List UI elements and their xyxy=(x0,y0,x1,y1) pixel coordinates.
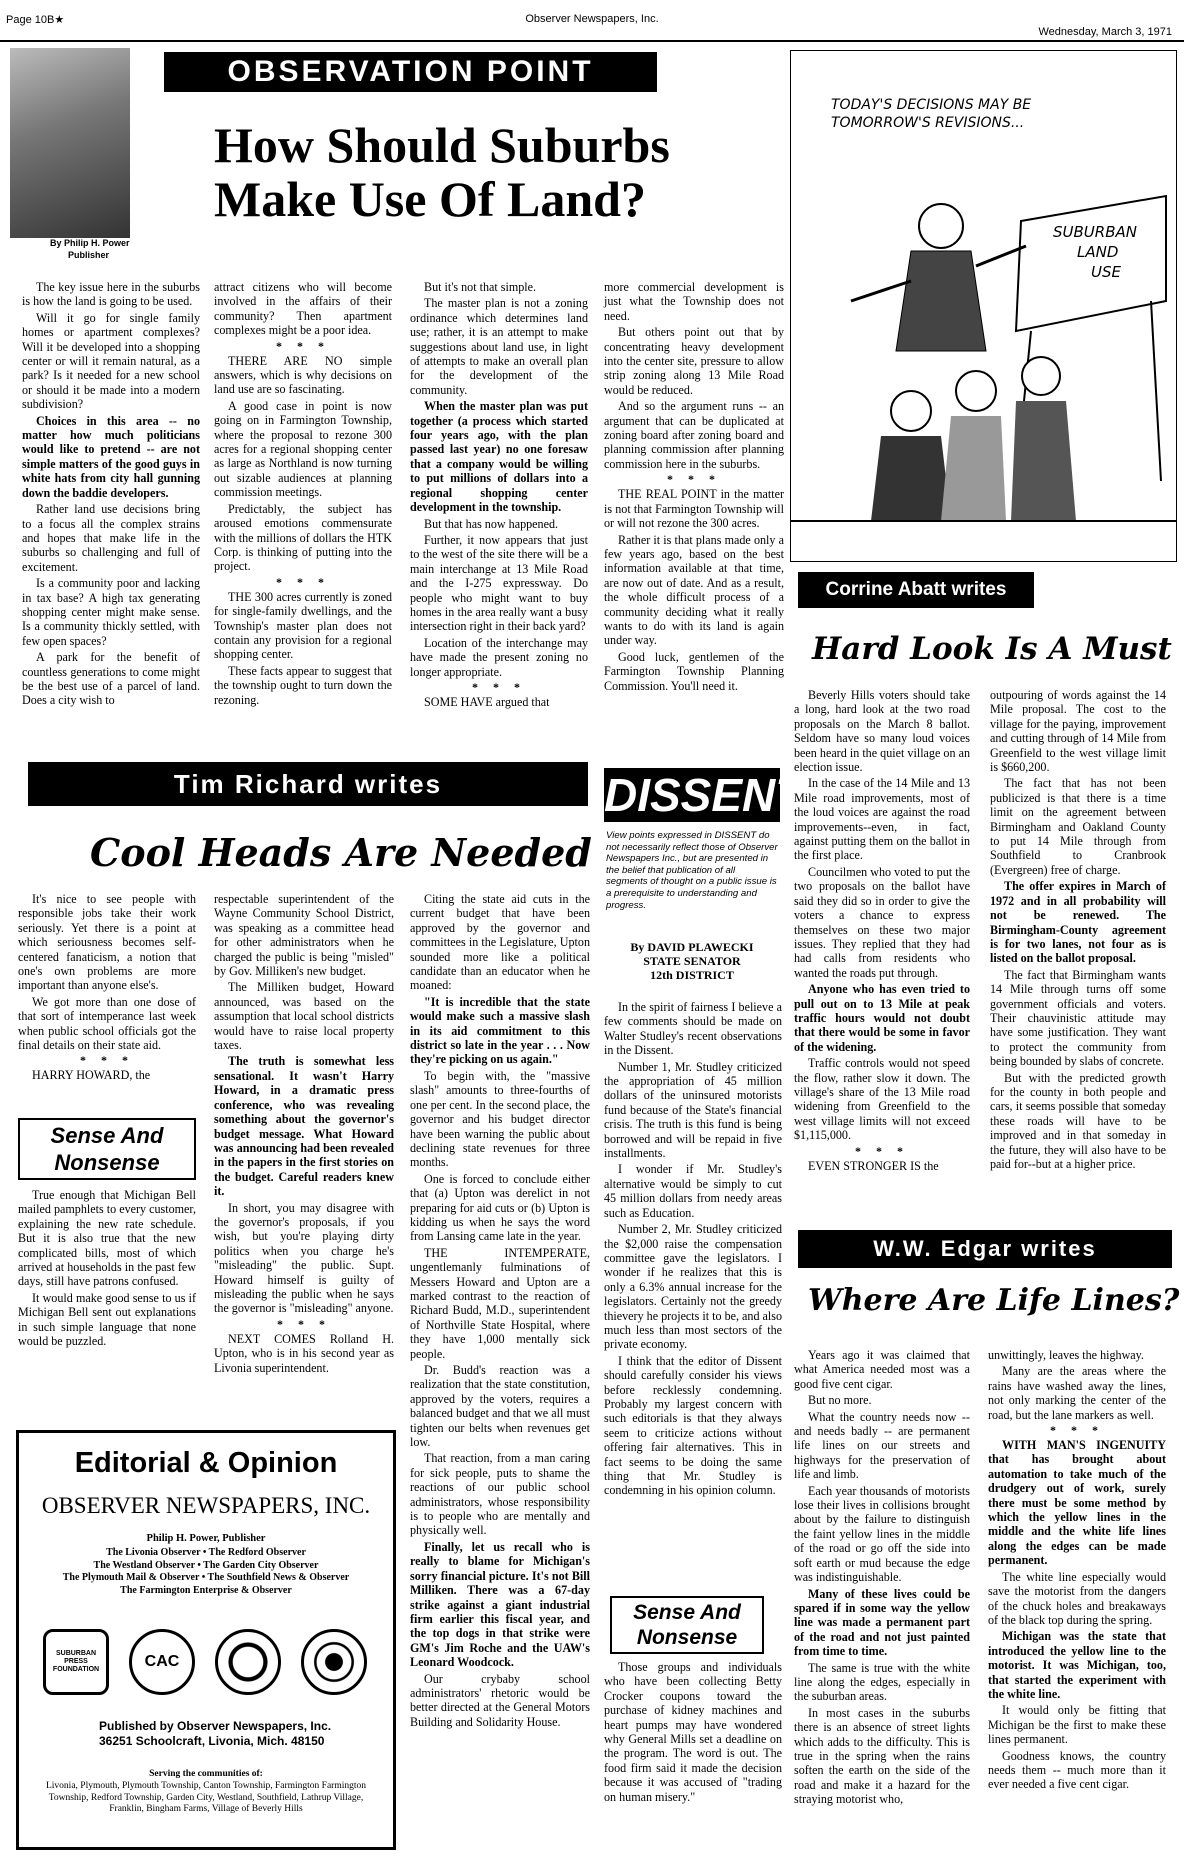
observation-point-banner: OBSERVATION POINT xyxy=(164,52,657,92)
sense-col-2: Those groups and individuals who have been collecting Betty Crocker coupons toward the purchase of kidney machines and heart pumps may have wondered why General Mills set a deadline on the program. The word is out. The food firm said it made the decision because it was accused of "trading on human misery." xyxy=(604,1660,786,1804)
observation-col-3: But it's not that simple. The master plan is not a zoning ordinance which determines land use; rather, it is an attempt to make suggestions about land use, in light of attempts to make an overall plan for the development of the community. When the master plan was put together (a process which started four years ago, with the plan passed last year) no one foresaw that a company would be willing to put millions of dollars into a regional shopping center development in the township. But that has now happened. Further, it now appears that just to the west of the site there will be a main interchange at 13 Mile Road and the I-275 expressway. Do people who might want to buy homes in the area really want a busy intersection right in their back yard? Location of the interchange may have made the present zoning no longer appropriate. * * * SOME HAVE argued that xyxy=(410,280,592,709)
observation-col-4: more commercial development is just what the Township does not need. But others point out that by concentrating heavy development into the center site, pressure to allow strip zoning along 13 Mile Road would be reduced. And so the argument runs -- an argument that can be duplicated at zoning board after zoning board and planning commission after planning commission here in the suburbs. * * * THE REAL POINT in the matter is not that Farmington Township will or will not rezone the 300 acres. Rather it is that plans made only a few years ago, based on the best information available at that time, are now out of date. And as a result, the whole difficult process of a community deciding what it really wants to do with its land is again under way. Good luck, gentlemen of the Farmington Township Planning Commission. You'll need it. xyxy=(604,280,788,693)
cartoon-sign-2: LAND xyxy=(1077,243,1119,261)
corrine-col-1: Beverly Hills voters should take a long, hard look at the two road proposals on the March 8 ballot. Seldom have so many loud voices been heard in the quiet village on an election issue. In the case of the 14 Mile and 13 Mile road improvements, most of the loud voices are against the road improvements--even, in fact, against putting them on the ballot in the first place. Councilmen who voted to put the two proposals on the ballot have said they did so in order to give the voters a chance to express themselves on these two major issues. They replied that they had had calls from residents who wanted the roads put through. Anyone who has even tried to pull out on to 13 Mile at peak traffic hours would not doubt that there would be some in favor of the widening. Traffic controls would not speed the flow, rather slow it down. The village's share of the 13 Mile road widening from Greenfield to the west village limits will not exceed $1,115,000. * * * EVEN STRONGER IS the xyxy=(794,688,974,1173)
masthead-title: Editorial & Opinion xyxy=(74,1447,338,1479)
nonsense-title-2: Nonsense xyxy=(636,1626,738,1649)
dissent-banner: DISSENT xyxy=(604,769,804,821)
corrine-banner: Corrine Abatt writes xyxy=(798,572,1034,608)
sense-nonsense-box-2 xyxy=(610,1596,764,1654)
observation-col-2: attract citizens who will become involved in the affairs of their community? Then apartment complexes might be a poor idea. * * * THERE ARE NO simple answers, which is why decisions on land use are so fascinating. A good case in point is now going on in Farmington Township, where the proposal to rezone 300 acres for a regional shopping center as large as Northland is now turning out sizable audiences at planning commission meetings. Predictably, the subject has aroused emotions commensurate with the millions of dollars the HTK Corp. is thinking of putting into the project. * * * THE 300 acres currently is zoned for single-family dwellings, and the Township's master plan does not contain any provision for a regional shopping center. These facts appear to suggest that the township ought to turn down the rezoning. xyxy=(214,280,396,707)
sense-title-1: Sense And xyxy=(50,1123,164,1148)
observation-headline-2: Make Use Of Land? xyxy=(214,171,646,227)
cartoon-caption-2: TOMORROW'S REVISIONS... xyxy=(831,115,1025,131)
dissent-byline-2: STATE SENATOR xyxy=(643,954,741,968)
byline-role: Publisher xyxy=(68,250,110,260)
cartoon-caption-1: TODAY'S DECISIONS MAY BE xyxy=(831,97,1032,113)
observation-headline-1: How Should Suburbs xyxy=(214,117,670,173)
masthead-papers xyxy=(19,1547,393,1597)
dissent-col: In the spirit of fairness I believe a few comments should be made on Walter Studley's recent observations in the Dissent. Number 1, Mr. Studley criticized the appropriation of 45 million dollars of the uninsured motorists fund because of the State's financial crisis. The truth is this fund is being borrowed and will be repaid in five installments. I wonder if Mr. Studley's alternative would be simply to cut 45 million dollars from needy areas such as Education. Number 2, Mr. Studley criticized the $2,000 raise the compensation committee gave the legislators. I wonder if he realizes that this is only a 6.3% annual increase for the legislators. Certainly not the greedy thievery he projects it to be, and also much less than most sectors of the private economy. I think that the editor of Dissent should carefully consider his views before recklessly condemning. Probably my largest concern with such editorials is that they always seem to criticize actions without offering fair alternatives. This in fact seems to be doing the same thing that Mr. Studley is condemning in his opinion column. xyxy=(604,1000,786,1498)
cartoon-drawing xyxy=(791,51,1176,561)
sense-title-2: Sense And xyxy=(633,1601,741,1624)
issue-date: Wednesday, March 3, 1971 xyxy=(1038,26,1172,38)
masthead-box xyxy=(16,1430,396,1850)
publisher-header: Observer Newspapers, Inc. xyxy=(525,13,659,25)
byline-name: By Philip H. Power xyxy=(50,238,130,248)
tim-banner: Tim Richard writes xyxy=(28,762,588,806)
seal-suburban-press xyxy=(43,1629,109,1695)
dissent-byline-3: 12th DISTRICT xyxy=(650,968,734,982)
tim-headline: Cool Heads Are Needed xyxy=(90,830,592,875)
masthead-published-by: Published by Observer Newspapers, Inc. xyxy=(99,1719,332,1733)
dissent-byline-1: By DAVID PLAWECKI xyxy=(630,940,754,954)
cartoon-sign-3: USE xyxy=(1091,263,1121,281)
cartoon-sign-1: SUBURBAN xyxy=(1053,223,1137,241)
edgar-banner: W.W. Edgar writes xyxy=(798,1230,1172,1268)
observation-col-1: The key issue here in the suburbs is how the land is going to be used. Will it go for single family homes or apartment complexes? Will it be developed into a shopping center or will it remain natural, as a park? Is it needed for a new school or should it be made into a modern subdivision? Choices in this area -- no matter how much politicians would like to pretend -- are not simple matters of the good guys in white hats from city hall gunning down the baddie developers. Rather land use decisions bring to a focus all the complex strains and hopes that make life in the suburbs so challenging and full of excitement. Is a community poor and lacking in tax base? A high tax generating shopping center might make sense. Is a community thickly settled, with few open spaces? A park for the benefit of countless generations to come might be the best use of a parcel of land. Does a city wish to xyxy=(22,280,204,708)
tim-col-2: respectable superintendent of the Wayne Community School District, was speaking as a committee head for other administrators when he charged the public is being "misled" by Gov. Milliken's new budget. The Milliken budget, Howard announced, was based on the assumption that local school districts would have to raise local property taxes. The truth is somewhat less sensational. It wasn't Harry Howard, in a dramatic press conference, who was revealing something about the governor's budget message. What Howard was announcing had been revealed in the papers in the first stories on the budget. Careful readers knew it. In short, you may disagree with the governor's proposals, if you wish, but you're playing dirty politics when you charge he's "misleading" the public. Supt. Howard himself is guilty of misleading the public when he says the governor is "misleading" anyone. * * * NEXT COMES Rolland H. Upton, who is in his second year as Livonia superintendent. xyxy=(214,892,398,1375)
masthead-paper-line: The Westland Observer • The Garden City Observer xyxy=(93,1559,319,1571)
masthead-paper: OBSERVER NEWSPAPERS, INC. xyxy=(41,1493,371,1518)
masthead-serving: Livonia, Plymouth, Plymouth Township, Canton Township, Farmington Farmington Township, Redford Township, Garden City, Westland, Southfield, Lathrup Village, Franklin, Bingham Farms, Village of Beverly Hills xyxy=(45,1781,366,1814)
seal-eagle xyxy=(301,1629,367,1695)
dissent-note: View points expressed in DISSENT do not necessarily reflect those of Observer Newspapers Inc., but are presented in the belief that publication of all segments of thought on a public issue is a prerequisite to understanding and progress. xyxy=(606,830,778,911)
sense-col-1: True enough that Michigan Bell mailed pamphlets to every customer, explaining the new rate schedule. But it is also true that the new complicated bills, most of which arrived at households in the past few days, still have patrons confused. It would make good sense to us if Michigan Bell sent out explanations in such simple language that none would be puzzled. xyxy=(18,1188,200,1349)
tim-col-3: Citing the state aid cuts in the current budget that have been approved by the governor and committees in the Legislature, Upton sounded more like a political candidate than an educator when he moaned: "It is incredible that the state would make such a massive slash in its aid commitment to this district so late in the year . . . Now they're picking on us again." To begin with, the "massive slash" amounts to three-fourths of one per cent. In the second place, the governor and his budget director have been warning the public about declining state revenues for three months. One is forced to conclude either that (a) Upton was derelict in not preparing for aid cuts or (b) Upton is kidding us when he says the word from Lansing came late in the year. THE INTEMPERATE, ungentlemanly fulminations of Messers Howard and Upton are a marked contrast to the reaction of Richard Budd, M.D., superintendent of Northville State Hospital, where they have 1,000 mentally sick people. Dr. Budd's reaction was a realization that the state constitution, approved by the voters, requires a balanced budget and that we all must tighten our belts when revenues get low. That reaction, from a man caring for sick people, puts to shame the reactions of our public school administrators, whose responsibility is to people who are mentally and physically well. Finally, let us recall who is really to blame for Michigan's sorry financial picture. It's not Bill Milliken. There was a 67-day strike against a giant industrial firm earlier this fiscal year, and the top dogs in that strike were GM's Jim Roche and the UAW's Leonard Woodcock. Our crybaby school administrators' rhetoric would be better directed at the General Motors Building and Solidarity House. xyxy=(410,892,594,1729)
masthead-publisher: Philip H. Power, Publisher xyxy=(146,1533,266,1544)
masthead-serving-head: Serving the communities of: xyxy=(149,1769,263,1779)
nonsense-title-1: Nonsense xyxy=(54,1150,160,1175)
seal-suburban-press-text: SUBURBAN PRESS FOUNDATION xyxy=(52,1650,100,1673)
seal-cac xyxy=(129,1629,195,1695)
seal-association xyxy=(215,1629,281,1695)
tim-col-1: It's nice to see people with responsible jobs take their work seriously. Yet there is a point at which seriousness becomes self-centered fanaticism, a notion that one's own problems are more important than anyone else's. We got more than one dose of that sort of intemperance last week when public school officials got the final details on their state aid. * * * HARRY HOWARD, the xyxy=(18,892,200,1083)
author-photo xyxy=(10,48,130,238)
masthead-paper-line: The Livonia Observer • The Redford Observer xyxy=(106,1547,306,1558)
seal-cac-text: CAC xyxy=(144,1653,180,1670)
sense-nonsense-box-1 xyxy=(18,1118,196,1180)
edgar-col-2: unwittingly, leaves the highway. Many are the areas where the rains have washed away the lines, not only marking the center of the road, but the lane markers as well. * * * WITH MAN'S INGENUITY that has brought about automation to take much of the drudgery out of work, surely there must be some method by which the yellow lines in the middle and the white life lines along the edges can be made permanent. The white line especially would save the motorist from the dangers of the chuck holes and breakaways of the black top during the spring. Michigan was the state that introduced the yellow line to the motorist. It was Michigan, too, that started the experiment with the white line. It would only be fitting that Michigan be the first to make these lines permanent. Goodness knows, the country needs them -- much more than it ever needed a five cent cigar. xyxy=(988,1348,1170,1792)
editorial-cartoon xyxy=(790,50,1177,562)
corrine-col-2: outpouring of words against the 14 Mile proposal. The cost to the village for the paying, improvement and cutting through of 14 Mile from Greenfield to the west village limit is $660,200. The fact that has not been publicized is that there is a time limit on the agreement between Birmingham and Oakland County to put 14 Mile through from Southfield to Cranbrook (Evergreen) free of charge. The offer expires in March of 1972 and in all probability will not be renewed. The Birmingham-County agreement is for two lanes, not four as is listed on the ballot proposal. The fact that Birmingham wants 14 Mile through turns off some government officials and voters. Their chauvinistic attitude may have some justification. They want to protect the community from being bounded by slabs of concrete. But with the predicted growth for the county in both people and cars, it seems possible that someday these roads will have to be improved and in that someday in the future, they will also have to be paid for--but at a higher price. xyxy=(990,688,1170,1171)
edgar-headline: Where Are Life Lines? xyxy=(808,1283,1180,1318)
masthead-paper-line: The Plymouth Mail & Observer • The Southfield News & Observer xyxy=(62,1572,350,1583)
masthead-paper-line: The Farmington Enterprise & Observer xyxy=(120,1584,292,1596)
header-rule xyxy=(0,40,1184,42)
page-number: Page 10B★ xyxy=(6,14,65,26)
edgar-col-1: Years ago it was claimed that what America needed most was a good five cent cigar. But no more. What the country needs now -- and needs badly -- are permanent life lines on our streets and highways for the preservation of life and limb. Each year thousands of motorists lose their lives in collisions brought about by the failure to distinguish the faint yellow lines in the middle of the road or go off the side into soft earth or mud because the edge was indistinguishable. Many of these lives could be spared if in some way the yellow line was made a permanent part of the road and not just painted from time to time. The same is true with the white line along the edges, especially in the suburban areas. In most cases in the suburbs there is an absence of street lights which adds to the difficulty. This is true in the spring when the rains soften the earth on the side of the road and make it a hazard for the straying motorist who, xyxy=(794,1348,974,1807)
masthead-address: 36251 Schoolcraft, Livonia, Mich. 48150 xyxy=(99,1734,325,1748)
corrine-headline: Hard Look Is A Must xyxy=(812,631,1172,667)
